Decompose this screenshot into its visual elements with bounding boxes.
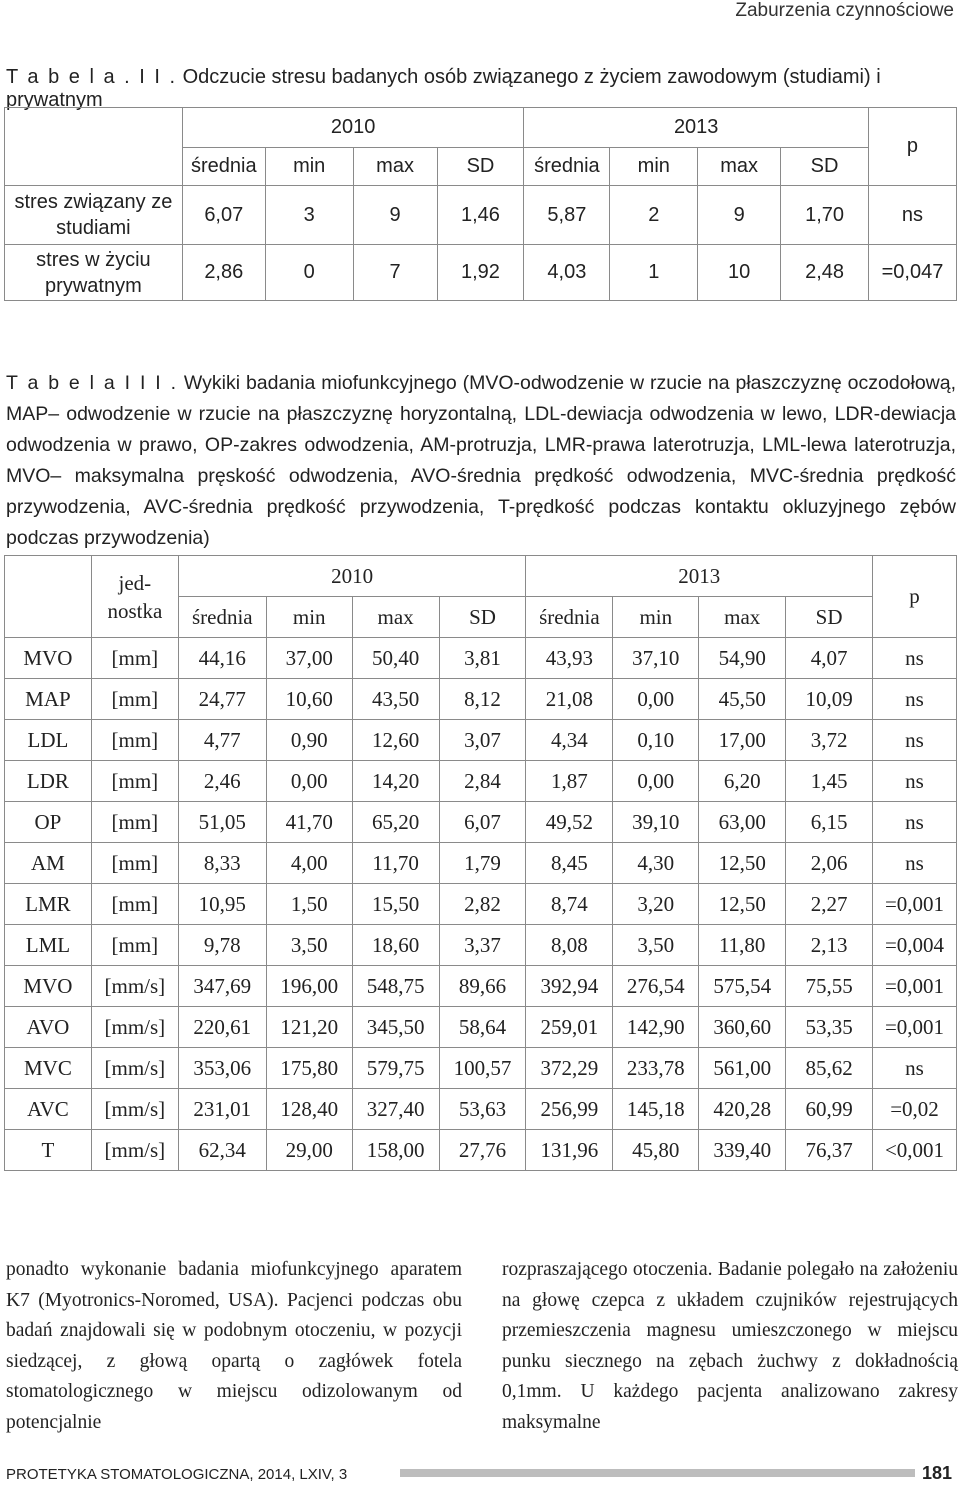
table-cell: 353,06 — [178, 1048, 266, 1089]
table-cell: 8,12 — [439, 679, 526, 720]
table-cell: 1,70 — [781, 186, 869, 245]
table-cell: 8,33 — [178, 843, 266, 884]
table-cell: 220,61 — [178, 1007, 266, 1048]
table-cell: 0,00 — [613, 679, 699, 720]
table3-year1: 2010 — [178, 556, 526, 597]
table-row — [5, 761, 957, 802]
table3-row-unit: [mm] — [91, 720, 178, 761]
table-cell: 14,20 — [352, 761, 439, 802]
table-cell-p: ns — [873, 638, 957, 679]
table-row — [5, 186, 957, 245]
table-cell: 27,76 — [439, 1130, 526, 1171]
table3-row-name: MVC — [5, 1048, 92, 1089]
table2-corner — [5, 108, 183, 186]
table-cell: 4,30 — [613, 843, 699, 884]
table-cell: 420,28 — [699, 1089, 786, 1130]
table-cell: 85,62 — [786, 1048, 873, 1089]
table3-row-unit: [mm/s] — [91, 1048, 178, 1089]
table3-row-name: MAP — [5, 679, 92, 720]
table-cell: 6,07 — [439, 802, 526, 843]
table2-row-label: stres w życiu prywatnym — [5, 245, 183, 301]
table-cell: 372,29 — [526, 1048, 613, 1089]
table-row — [5, 966, 957, 1007]
table-cell-p: ns — [873, 761, 957, 802]
table2 — [4, 107, 957, 301]
table-cell: 4,34 — [526, 720, 613, 761]
table-cell: 11,70 — [352, 843, 439, 884]
table2-subheader: SD — [781, 148, 869, 186]
table3-row-name: LMR — [5, 884, 92, 925]
table-cell: 3,81 — [439, 638, 526, 679]
table-cell: 8,45 — [526, 843, 613, 884]
table-cell: 1,79 — [439, 843, 526, 884]
table-cell: 360,60 — [699, 1007, 786, 1048]
table-cell: 6,07 — [182, 186, 265, 245]
table-cell: 60,99 — [786, 1089, 873, 1130]
table-cell: 18,60 — [352, 925, 439, 966]
table2-subheader: min — [265, 148, 353, 186]
table-cell-p: ns — [873, 802, 957, 843]
table-row — [5, 843, 957, 884]
table3-row-unit: [mm/s] — [91, 1007, 178, 1048]
table-cell: 3,72 — [786, 720, 873, 761]
table2-caption — [6, 66, 956, 112]
table-cell: 11,80 — [699, 925, 786, 966]
table-cell: 24,77 — [178, 679, 266, 720]
table-cell: 2,86 — [182, 245, 265, 301]
table2-subheader: max — [698, 148, 781, 186]
table-cell: 12,50 — [699, 884, 786, 925]
table3-row-name: AM — [5, 843, 92, 884]
table-cell: 6,15 — [786, 802, 873, 843]
table-row — [5, 720, 957, 761]
table2-caption-text: Odczucie stresu badanych osób związanego z życiem zawodowym (studiami) i prywatnym — [6, 66, 881, 111]
table-cell: 0,00 — [613, 761, 699, 802]
table-cell: 327,40 — [352, 1089, 439, 1130]
table-cell: 575,54 — [699, 966, 786, 1007]
table-cell: 43,50 — [352, 679, 439, 720]
table2-subheader: max — [353, 148, 437, 186]
table-cell: 392,94 — [526, 966, 613, 1007]
table-cell: 9 — [353, 186, 437, 245]
table3-row-unit: [mm/s] — [91, 966, 178, 1007]
table3-subheader: średnia — [526, 597, 613, 638]
table-cell: 548,75 — [352, 966, 439, 1007]
table2-label: T a b e l a . I I . — [6, 66, 178, 88]
table-cell: 45,80 — [613, 1130, 699, 1171]
table-cell: 3,20 — [613, 884, 699, 925]
table-cell: 2,27 — [786, 884, 873, 925]
table3-p-header: p — [873, 556, 957, 638]
table-cell: 8,74 — [526, 884, 613, 925]
table3-corner — [5, 556, 92, 638]
table-cell: 0 — [265, 245, 353, 301]
table-cell: 3,50 — [266, 925, 352, 966]
table-cell-p: =0,047 — [868, 245, 956, 301]
table3-subheader: SD — [439, 597, 526, 638]
table-cell-p: =0,001 — [873, 1007, 957, 1048]
table-cell: 65,20 — [352, 802, 439, 843]
table3-row-unit: [mm/s] — [91, 1089, 178, 1130]
table2-subheader: min — [610, 148, 698, 186]
table-cell: 3 — [265, 186, 353, 245]
table-cell: 1,92 — [437, 245, 524, 301]
table3-subheader: SD — [786, 597, 873, 638]
table3-caption — [6, 368, 956, 554]
table-cell: 339,40 — [699, 1130, 786, 1171]
table-cell: 41,70 — [266, 802, 352, 843]
body-text-right: rozpraszającego otoczenia. Badanie polegało na założeniu na głowę czepca z układem czujników rejestrujących przemieszczenia magnesu umieszczonego w miejscu punku siecznego na zębach żuchwy z dokładnością 0,1mm. U każdego pacjenta analizowano zakresy maksymalne — [502, 1259, 958, 1433]
table-row — [5, 1048, 957, 1089]
table-row — [5, 884, 957, 925]
table-cell: 12,50 — [699, 843, 786, 884]
running-head: Zaburzenia czynnościowe — [735, 0, 954, 21]
table2-subheader: średnia — [182, 148, 265, 186]
body-text-left: ponadto wykonanie badania miofunkcyjnego aparatem K7 (Myotronics-Noromed, USA). Pacjenci podczas obu badań znajdowali się w podobnym otoczeniu, w pozycji siedzącej, z głową opartą o zagłówek fotela stomatologicznego w miejscu odizolowanym od potencjalnie — [6, 1259, 462, 1433]
table-cell: 2,84 — [439, 761, 526, 802]
table-row — [5, 925, 957, 966]
table-cell: 579,75 — [352, 1048, 439, 1089]
table3-subheader: min — [613, 597, 699, 638]
table3-subheader: max — [699, 597, 786, 638]
table3 — [4, 555, 957, 1171]
table-cell: 9,78 — [178, 925, 266, 966]
table-cell: 21,08 — [526, 679, 613, 720]
table-cell: 37,10 — [613, 638, 699, 679]
table-cell-p: ns — [873, 843, 957, 884]
table-cell: 0,90 — [266, 720, 352, 761]
table-cell: 1,50 — [266, 884, 352, 925]
table-cell: 158,00 — [352, 1130, 439, 1171]
table2-row-label: stres związany ze studiami — [5, 186, 183, 245]
table-cell: 54,90 — [699, 638, 786, 679]
table-cell: 4,00 — [266, 843, 352, 884]
table-cell: 0,10 — [613, 720, 699, 761]
table3-subheader: średnia — [178, 597, 266, 638]
table3-row-name: AVO — [5, 1007, 92, 1048]
table3-row-unit: [mm] — [91, 925, 178, 966]
table-cell: 10,09 — [786, 679, 873, 720]
table-cell: 2,82 — [439, 884, 526, 925]
table-cell: 44,16 — [178, 638, 266, 679]
table-cell-p: =0,001 — [873, 966, 957, 1007]
table-cell: 37,00 — [266, 638, 352, 679]
table-cell: 196,00 — [266, 966, 352, 1007]
table2-subheader: SD — [437, 148, 524, 186]
table-cell: 10,60 — [266, 679, 352, 720]
table-cell: 1,45 — [786, 761, 873, 802]
table3-row-name: MVO — [5, 638, 92, 679]
table-cell: 3,50 — [613, 925, 699, 966]
table-cell: 4,03 — [524, 245, 610, 301]
table2-subheader: średnia — [524, 148, 610, 186]
table-cell-p: <0,001 — [873, 1130, 957, 1171]
table-cell: 63,00 — [699, 802, 786, 843]
table-cell: 121,20 — [266, 1007, 352, 1048]
table-cell-p: ns — [873, 679, 957, 720]
table3-row-name: LDR — [5, 761, 92, 802]
table-cell: 12,60 — [352, 720, 439, 761]
table-cell: 75,55 — [786, 966, 873, 1007]
footer-rule — [400, 1469, 915, 1477]
table3-year2: 2013 — [526, 556, 873, 597]
table-cell: 256,99 — [526, 1089, 613, 1130]
table3-subheader: max — [352, 597, 439, 638]
table-cell: 10,95 — [178, 884, 266, 925]
table3-row-name: OP — [5, 802, 92, 843]
table-cell: 259,01 — [526, 1007, 613, 1048]
table-cell: 142,90 — [613, 1007, 699, 1048]
table-cell: 175,80 — [266, 1048, 352, 1089]
table-cell: 345,50 — [352, 1007, 439, 1048]
table3-row-name: MVO — [5, 966, 92, 1007]
table-cell: 4,07 — [786, 638, 873, 679]
table-cell-p: ns — [868, 186, 956, 245]
table3-unit-header: jed-nostka — [91, 556, 178, 638]
table-cell: 2,46 — [178, 761, 266, 802]
table-row — [5, 1130, 957, 1171]
table-cell: 145,18 — [613, 1089, 699, 1130]
table-cell: 49,52 — [526, 802, 613, 843]
table-cell: 276,54 — [613, 966, 699, 1007]
table-cell: 6,20 — [699, 761, 786, 802]
table-cell-p: =0,02 — [873, 1089, 957, 1130]
table-cell: 561,00 — [699, 1048, 786, 1089]
table3-row-unit: [mm] — [91, 638, 178, 679]
table3-row-name: T — [5, 1130, 92, 1171]
table-cell: 15,50 — [352, 884, 439, 925]
table-cell: 1,46 — [437, 186, 524, 245]
table-cell: 53,35 — [786, 1007, 873, 1048]
table3-row-unit: [mm] — [91, 884, 178, 925]
table-cell-p: =0,004 — [873, 925, 957, 966]
table2-year1: 2010 — [182, 108, 524, 148]
table-cell: 89,66 — [439, 966, 526, 1007]
table3-row-name: AVC — [5, 1089, 92, 1130]
table2-p-header: p — [868, 108, 956, 186]
table-cell: 53,63 — [439, 1089, 526, 1130]
table-cell: 2 — [610, 186, 698, 245]
table3-row-unit: [mm] — [91, 761, 178, 802]
table-cell: 43,93 — [526, 638, 613, 679]
table-cell: 2,06 — [786, 843, 873, 884]
table-cell: 1,87 — [526, 761, 613, 802]
table-cell: 10 — [698, 245, 781, 301]
table-cell: 8,08 — [526, 925, 613, 966]
table-cell: 1 — [610, 245, 698, 301]
table-cell: 39,10 — [613, 802, 699, 843]
table3-label: T a b e l a I I I . — [6, 372, 179, 394]
table-cell: 17,00 — [699, 720, 786, 761]
table-row — [5, 638, 957, 679]
table-cell: 7 — [353, 245, 437, 301]
table-cell: 50,40 — [352, 638, 439, 679]
table3-subheader: min — [266, 597, 352, 638]
table-cell: 3,07 — [439, 720, 526, 761]
table-cell: 9 — [698, 186, 781, 245]
table-cell: 128,40 — [266, 1089, 352, 1130]
table-cell: 2,13 — [786, 925, 873, 966]
table-cell: 62,34 — [178, 1130, 266, 1171]
table-cell: 5,87 — [524, 186, 610, 245]
table3-row-unit: [mm] — [91, 843, 178, 884]
table3-row-name: LDL — [5, 720, 92, 761]
table-row — [5, 1089, 957, 1130]
table-row — [5, 245, 957, 301]
table3-row-unit: [mm] — [91, 802, 178, 843]
table-row — [5, 1007, 957, 1048]
table-cell: 131,96 — [526, 1130, 613, 1171]
table-cell: 3,37 — [439, 925, 526, 966]
table-cell: 45,50 — [699, 679, 786, 720]
table-cell: 2,48 — [781, 245, 869, 301]
footer-journal: PROTETYKA STOMATOLOGICZNA, 2014, LXIV, 3 — [6, 1466, 348, 1483]
table3-row-unit: [mm] — [91, 679, 178, 720]
table-cell-p: ns — [873, 1048, 957, 1089]
table-cell: 0,00 — [266, 761, 352, 802]
table3-caption-text: Wykiki badania miofunkcyjnego (MVO-odwodzenie w rzucie na płaszczyznę oczodołową, MAP– odwodzenie w rzucie na płaszczyznę horyzontalną, LDL-dewiacja odwodzenia w lewo, LDR-dewiacja odwodzenia w prawo, OP-zakres odwodzenia, AM-protruzja, LMR-prawa laterotruzja, LML-lewa laterotruzja, MVO– maksymalna pręskość odwodzenia, AVO-średnia prędkość odwodzenia, MVC-średnia prędkość przywodzenia, AVC-średnia prędkość przywodzenia, T-prędkość podczas kontaktu okluzyjnego zębów podczas przywodzenia) — [6, 372, 957, 549]
table-cell-p: =0,001 — [873, 884, 957, 925]
table-cell: 231,01 — [178, 1089, 266, 1130]
table-cell: 76,37 — [786, 1130, 873, 1171]
table-cell: 233,78 — [613, 1048, 699, 1089]
table-row — [5, 679, 957, 720]
table-row — [5, 802, 957, 843]
table-cell: 100,57 — [439, 1048, 526, 1089]
table-cell: 58,64 — [439, 1007, 526, 1048]
table3-row-unit: [mm/s] — [91, 1130, 178, 1171]
page-number: 181 — [921, 1463, 952, 1483]
table-cell: 51,05 — [178, 802, 266, 843]
table-cell: 29,00 — [266, 1130, 352, 1171]
table2-year2: 2013 — [524, 108, 869, 148]
table3-row-name: LML — [5, 925, 92, 966]
table-cell: 347,69 — [178, 966, 266, 1007]
table-cell: 4,77 — [178, 720, 266, 761]
table-cell-p: ns — [873, 720, 957, 761]
